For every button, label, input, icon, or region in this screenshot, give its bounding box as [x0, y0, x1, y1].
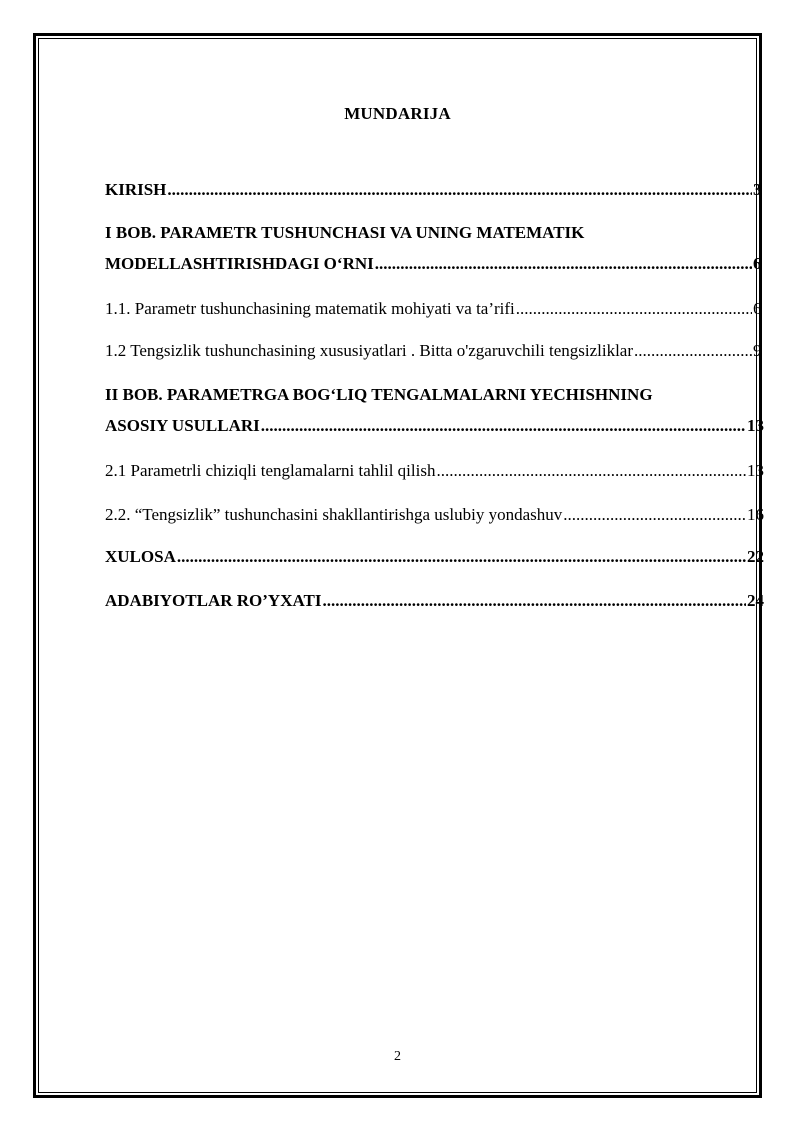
toc-entry-2-1[interactable] — [105, 460, 765, 482]
toc-entry-label: 2.1 Parametrli chiziqli tenglamalarni tahlil qilish — [105, 461, 436, 480]
toc-leader-dots — [261, 415, 746, 437]
toc-entry-chapter-2[interactable] — [105, 415, 765, 437]
toc-chapter-1-heading: I BOB. PARAMETR TUSHUNCHASI VA UNING MATEMATIK — [105, 223, 585, 242]
toc-entry-chapter-1[interactable] — [105, 253, 765, 275]
toc-page-number: 6 — [753, 254, 762, 273]
toc-leader-dots — [167, 179, 752, 201]
toc-leader-dots — [563, 504, 746, 526]
page-title: MUNDARIJA — [344, 104, 451, 123]
toc-page-number: 6 — [753, 299, 762, 318]
toc-entry-1-2[interactable] — [105, 340, 765, 362]
toc-chapter-2-heading: II BOB. PARAMETRGA BOG‘LIQ TENGALMALARNI YECHISHNING — [105, 385, 653, 404]
toc-leader-dots — [375, 253, 752, 275]
page-number: 2 — [394, 1049, 401, 1064]
toc-entry-label: 1.1. Parametr tushunchasining matematik mohiyati va ta’rifi — [105, 299, 515, 318]
toc-entry-xulosa[interactable] — [105, 546, 765, 568]
toc-entry-1-1[interactable] — [105, 298, 765, 320]
toc-entry-label: 2.2. “Tengsizlik” tushunchasini shakllantirishga uslubiy yondashuv — [105, 505, 563, 524]
toc-entry-kirish[interactable] — [105, 179, 765, 201]
toc-leader-dots — [634, 340, 752, 362]
toc-page-number: 16 — [747, 505, 764, 524]
toc-entry-label: MODELLASHTIRISHDAGI O‘RNI — [105, 254, 374, 273]
toc-entry-label: ADABIYOTLAR RO’YXATI — [105, 591, 322, 610]
toc-page-number: 22 — [747, 547, 764, 566]
toc-leader-dots — [516, 298, 752, 320]
toc-page-number: 9 — [753, 341, 762, 360]
toc-leader-dots — [322, 590, 746, 612]
toc-page-number: 13 — [747, 416, 764, 435]
toc-entry-label: XULOSA — [105, 547, 176, 566]
toc-entry-label: KIRISH — [105, 180, 167, 199]
toc-leader-dots — [436, 460, 746, 482]
toc-page-number: 24 — [747, 591, 764, 610]
toc-entry-2-2[interactable] — [105, 504, 765, 526]
toc-page-number: 3 — [753, 180, 762, 199]
toc-entry-label: 1.2 Tengsizlik tushunchasining xususiyatlari . Bitta o'zgaruvchili tengsizliklar — [105, 341, 633, 360]
toc-entry-label: ASOSIY USULLARI — [105, 416, 260, 435]
toc-entry-adabiyotlar[interactable] — [105, 590, 765, 612]
toc-page-number: 13 — [747, 461, 764, 480]
toc-leader-dots — [177, 546, 746, 568]
